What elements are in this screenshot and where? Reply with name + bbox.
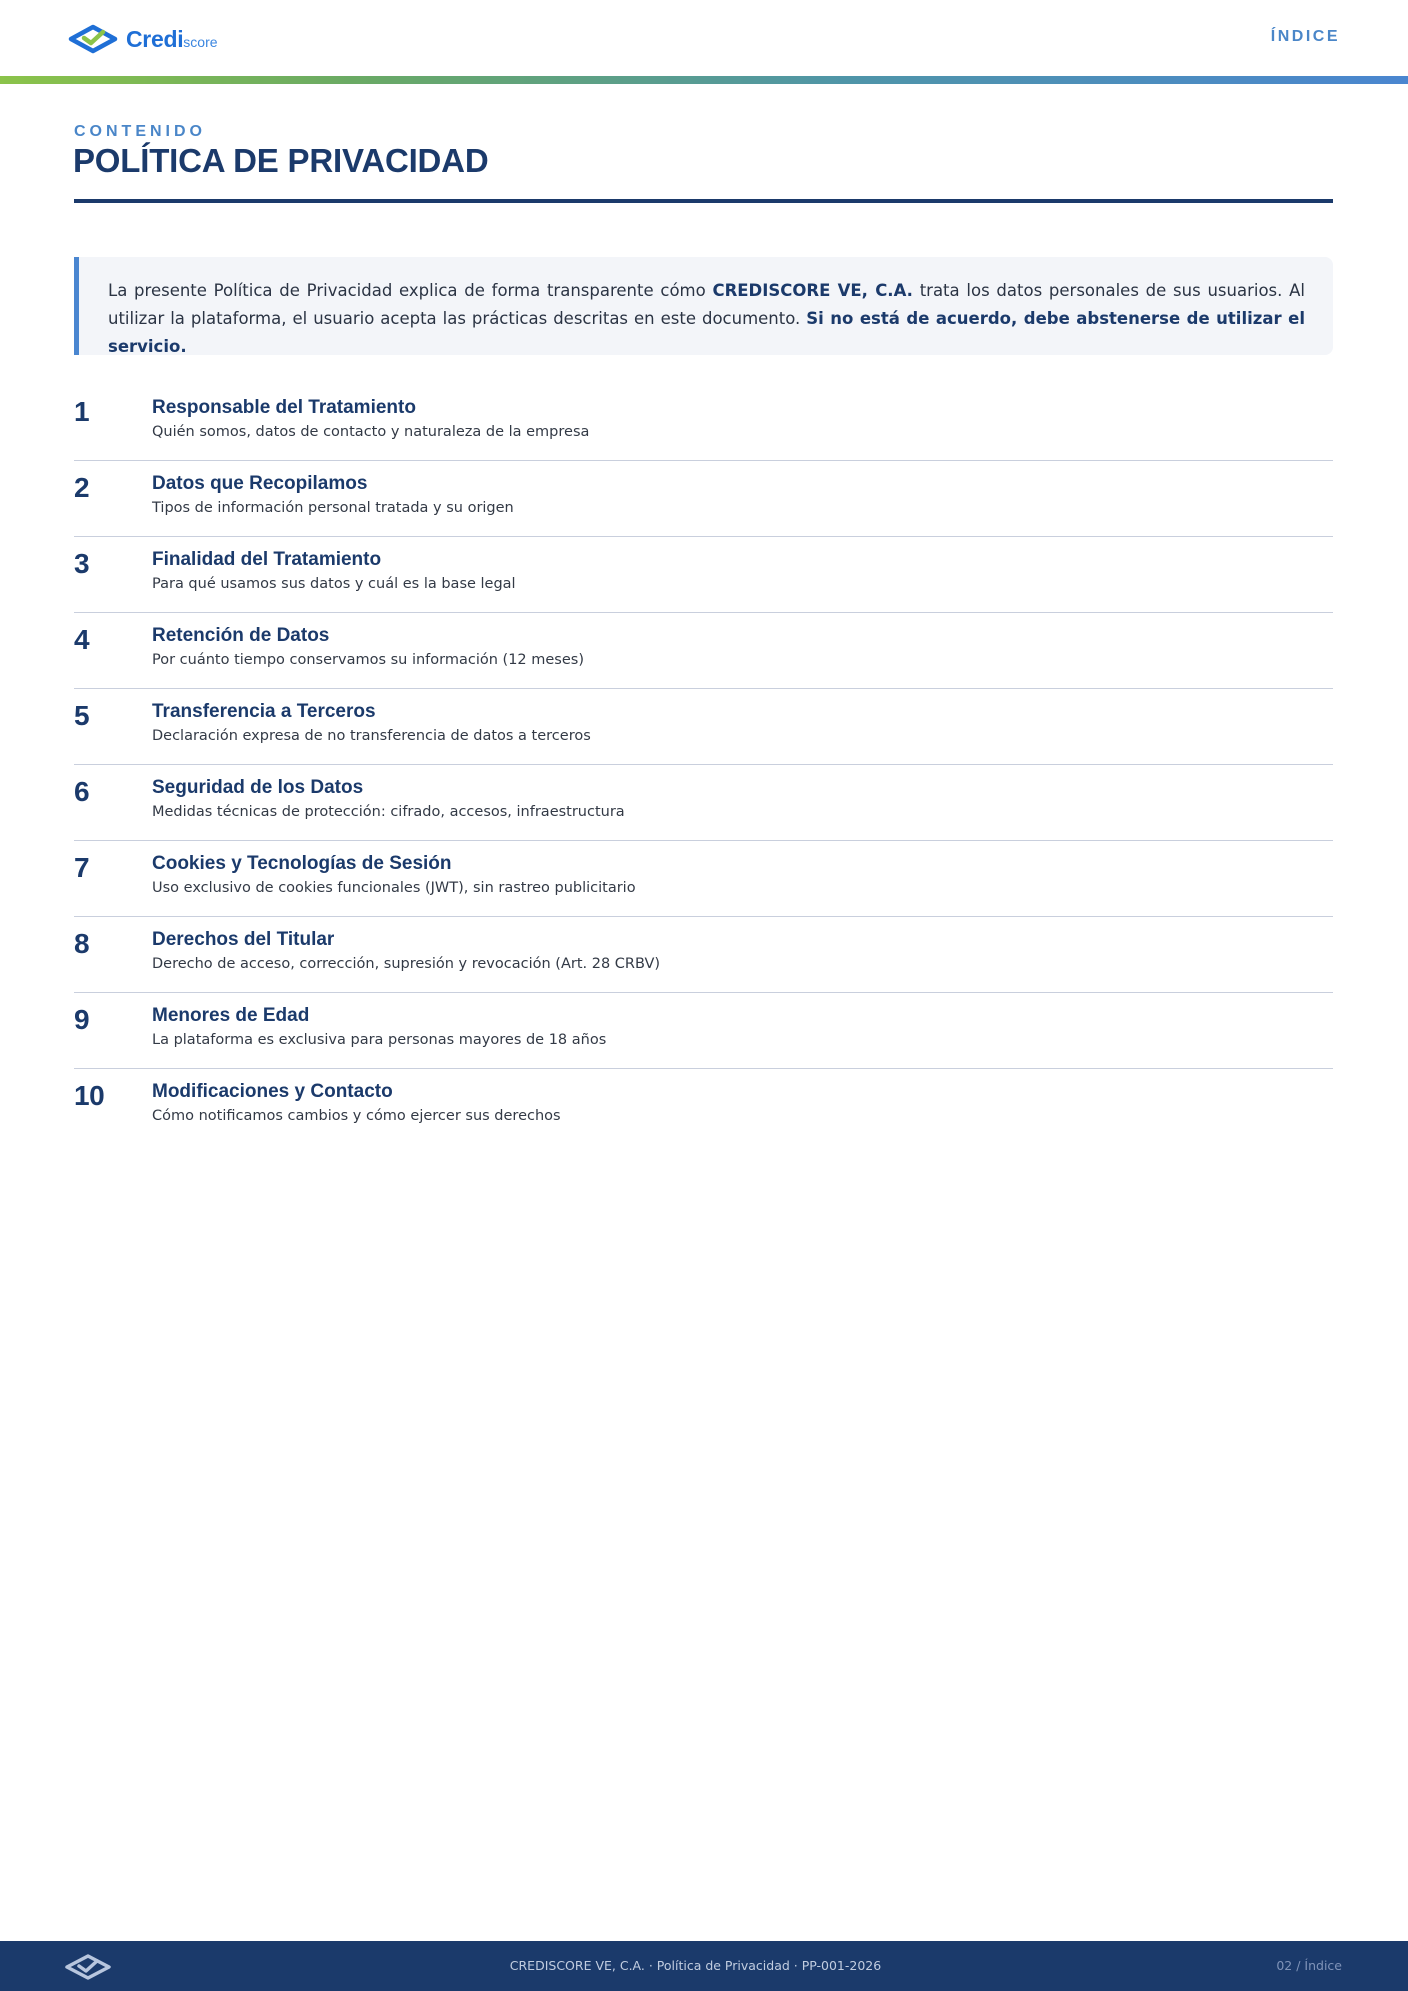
title-underline [74, 199, 1333, 203]
intro-company-name: CREDISCORE VE, C.A. [712, 281, 913, 300]
toc-title: Finalidad del Tratamiento [152, 549, 382, 570]
toc-title: Retención de Datos [152, 625, 330, 646]
toc-number: 3 [74, 548, 90, 579]
section-kicker: CONTENIDO [74, 123, 206, 140]
toc-number: 5 [74, 700, 90, 731]
toc-description: Cómo notificamos cambios y cómo ejercer sus derechos [152, 1108, 561, 1124]
intro-text-start: La presente Política de Privacidad explica de forma transparente cómo [108, 281, 713, 300]
toc-description: Declaración expresa de no transferencia de datos a terceros [152, 728, 591, 744]
toc-description: Quién somos, datos de contacto y naturaleza de la empresa [152, 424, 590, 440]
toc-description: La plataforma es exclusiva para personas mayores de 18 años [152, 1032, 607, 1048]
toc-number: 1 [74, 396, 90, 427]
toc-title: Modificaciones y Contacto [152, 1081, 393, 1102]
toc-title: Responsable del Tratamiento [152, 397, 416, 418]
toc-item[interactable] [74, 993, 1333, 1069]
toc-item[interactable] [74, 765, 1333, 841]
toc-description: Para qué usamos sus datos y cuál es la base legal [152, 576, 516, 592]
toc-item[interactable] [74, 385, 1333, 461]
toc-description: Medidas técnicas de protección: cifrado, accesos, infraestructura [152, 804, 625, 820]
toc-description: Uso exclusivo de cookies funcionales (JWT), sin rastreo publicitario [152, 880, 636, 896]
toc-description: Derecho de acceso, corrección, supresión y revocación (Art. 28 CRBV) [152, 956, 661, 972]
toc-item[interactable] [74, 689, 1333, 765]
intro-warning: Si no está de acuerdo, debe abstenerse de utilizar el servicio. [108, 309, 1305, 356]
header-gradient-divider [0, 76, 1408, 84]
toc-number: 4 [74, 624, 90, 655]
toc-item[interactable] [74, 461, 1333, 537]
toc-number: 6 [74, 776, 90, 807]
crediscore-logo-icon [68, 23, 118, 55]
toc-number: 9 [74, 1004, 90, 1035]
toc-item[interactable] [74, 537, 1333, 613]
page-footer [0, 1941, 1408, 1991]
toc-number: 2 [74, 472, 90, 503]
toc-description: Por cuánto tiempo conservamos su información (12 meses) [152, 652, 584, 668]
footer-document-info: CREDISCORE VE, C.A. · Política de Privacidad · PP-001-2026 [509, 1958, 882, 1973]
section-label: ÍNDICE [1270, 28, 1340, 45]
brand-wordmark: Crediscore [126, 25, 218, 52]
toc-number: 8 [74, 928, 90, 959]
table-of-contents [74, 385, 1333, 1145]
toc-item[interactable] [74, 917, 1333, 993]
intro-text-middle: trata los datos personales de sus usuarios. Al utilizar la plataforma, el usuario acepta las prácticas descritas en este documento. [108, 281, 1306, 328]
page-title: POLÍTICA DE PRIVACIDAD [73, 142, 489, 179]
brand-logo [68, 22, 218, 56]
toc-title: Datos que Recopilamos [152, 473, 368, 494]
toc-title: Cookies y Tecnologías de Sesión [152, 853, 452, 874]
toc-item[interactable] [74, 613, 1333, 689]
page-header [0, 0, 1408, 76]
toc-description: Tipos de información personal tratada y su origen [152, 500, 514, 516]
toc-number: 10 [74, 1080, 105, 1111]
footer-page-number: 02 / Índice [1276, 1958, 1342, 1973]
toc-title: Transferencia a Terceros [152, 701, 376, 722]
toc-item[interactable] [74, 841, 1333, 917]
toc-title: Derechos del Titular [152, 929, 335, 950]
intro-callout [74, 257, 1333, 355]
toc-number: 7 [74, 852, 90, 883]
toc-title: Menores de Edad [152, 1005, 310, 1026]
toc-item[interactable] [74, 1069, 1333, 1145]
toc-title: Seguridad de los Datos [152, 777, 364, 798]
